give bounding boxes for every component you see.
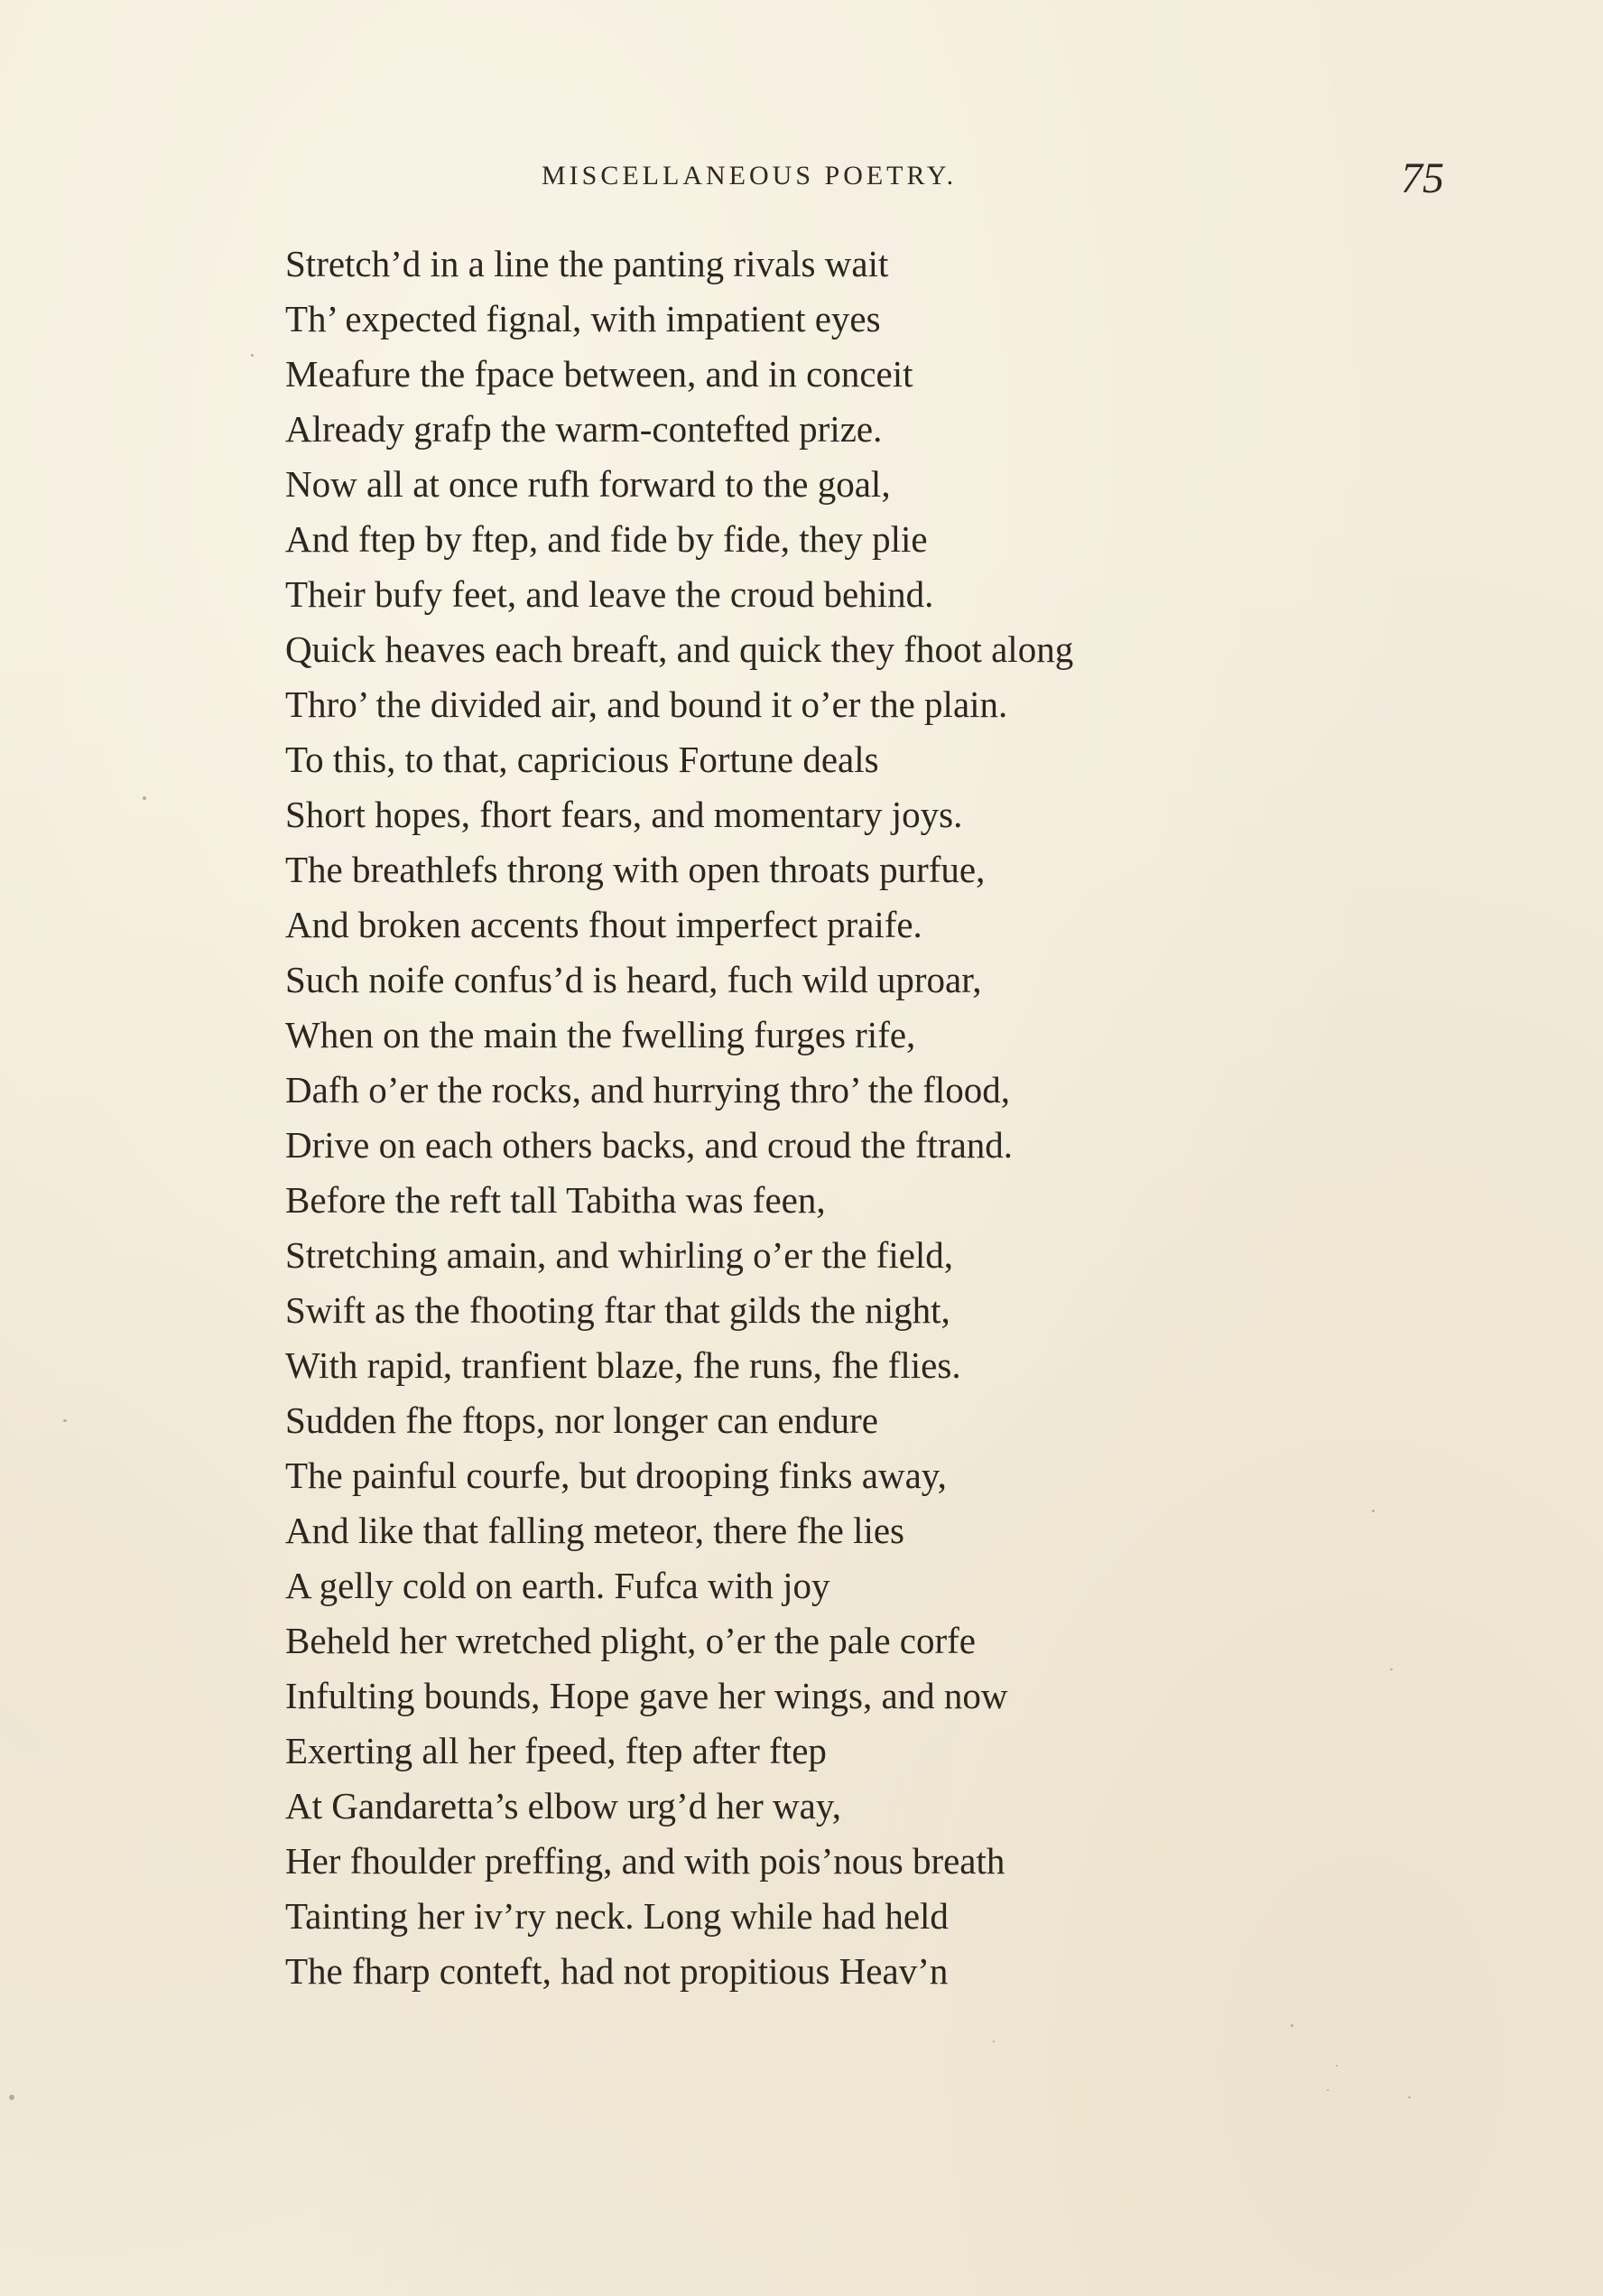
poem-line: Drive on each others backs, and croud the ftrand. [285,1124,1014,1166]
paper-speck [63,1419,67,1422]
poem-line: Such noife confus’d is heard, fuch wild uproar, [285,959,982,1000]
poem-line: And like that falling meteor, there fhe lies [285,1510,905,1551]
poem-line: And ftep by ftep, and fide by fide, they plie [285,518,928,560]
poem-line: Now all at once rufh forward to the goal, [285,463,891,505]
poem-line: Thro’ the divided air, and bound it o’er the plain. [285,683,1008,725]
paper-speck [9,2095,14,2100]
paper-speck [993,2040,995,2042]
poem-line: Sudden fhe ftops, nor longer can endure [285,1399,878,1441]
paper-speck [1408,2096,1411,2098]
poem-line: Her fhoulder preffing, and with pois’nous breath [285,1840,1005,1882]
poem-line: Their bufy feet, and leave the croud behind. [285,573,934,615]
poem-line: Meafure the fpace between, and in conceit [285,353,913,395]
poem-line: Already grafp the warm-contefted prize. [285,408,883,450]
poem-line: The fharp conteft, had not propitious Heav’n [285,1950,949,1992]
poem-line: Th’ expected fignal, with impatient eyes [285,298,881,339]
poem-line: The painful courfe, but drooping finks away, [285,1455,947,1496]
poem-line: Stretching amain, and whirling o’er the field, [285,1234,954,1276]
poem-line: Quick heaves each breaft, and quick they fhoot along [285,628,1074,670]
poem-text [285,237,1368,1999]
poem-line: Before the reft tall Tabitha was feen, [285,1179,826,1221]
poem-line: Infulting bounds, Hope gave her wings, and now [285,1675,1008,1716]
running-title: MISCELLANEOUS POETRY. [542,161,958,191]
poem-line: And broken accents fhout imperfect praife. [285,904,922,945]
paper-speck [251,354,254,357]
paper-speck [1372,1510,1375,1512]
poem-line: With rapid, tranfient blaze, fhe runs, fhe flies. [285,1344,961,1386]
poem-line: Tainting her iv’ry neck. Long while had held [285,1895,949,1937]
paper-speck [1327,2089,1329,2091]
poem-line: Short hopes, fhort fears, and momentary joys. [285,794,963,835]
poem-line: Swift as the fhooting ftar that gilds the night, [285,1289,950,1331]
paper-speck [1390,1669,1393,1670]
poem-line: At Gandaretta’s elbow urg’d her way, [285,1785,841,1827]
page-number: 75 [1401,154,1444,202]
poem-line: Stretch’d in a line the panting rivals wait [285,243,889,284]
paper-speck [1336,2065,1338,2067]
paper-speck [143,796,146,800]
poem-line: A gelly cold on earth. Fufca with joy [285,1565,830,1606]
poem-line: Beheld her wretched plight, o’er the pale corfe [285,1620,976,1661]
poem-line: Dafh o’er the rocks, and hurrying thro’ the flood, [285,1069,1011,1111]
poem-line: The breathlefs throng with open throats purfue, [285,849,986,890]
paper-speck [1291,2024,1293,2027]
poem-line: Exerting all her fpeed, ftep after ftep [285,1730,827,1771]
poem-line: To this, to that, capricious Fortune deals [285,739,879,780]
poem-line: When on the main the fwelling furges rife, [285,1014,916,1055]
